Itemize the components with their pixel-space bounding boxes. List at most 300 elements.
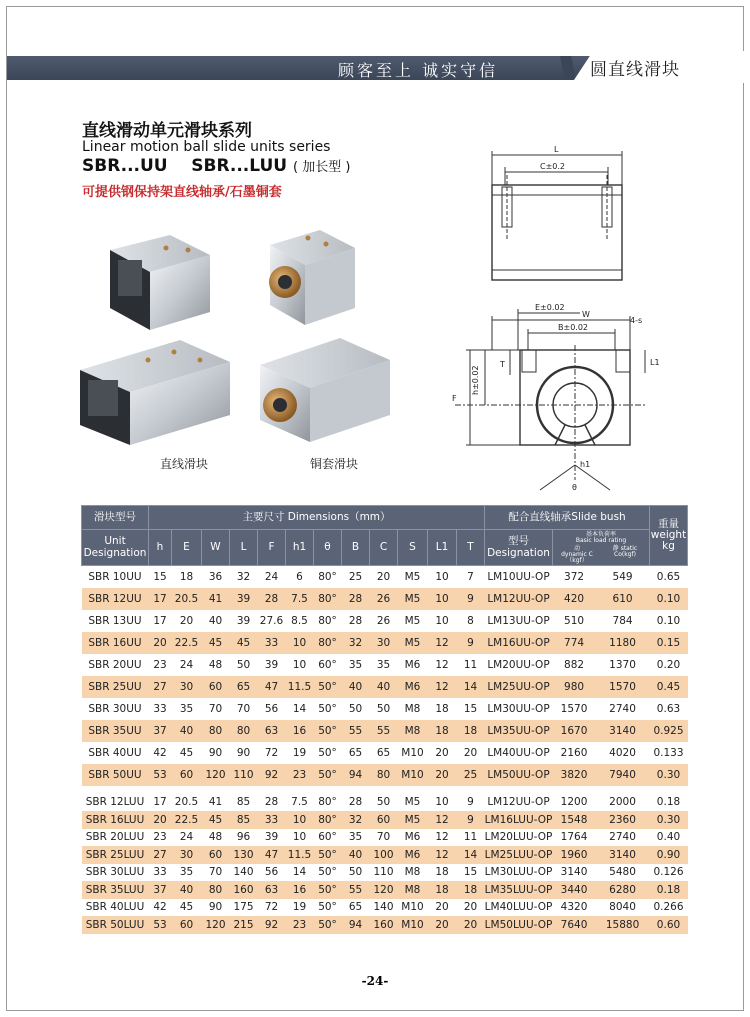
table-cell: 39 bbox=[264, 831, 279, 844]
table-cell: 45 bbox=[179, 746, 194, 759]
table-cell: 120 bbox=[202, 916, 230, 934]
table-cell: 7.5 bbox=[286, 588, 314, 610]
dim-theta: θ bbox=[572, 483, 577, 492]
table-cell: 16 bbox=[286, 720, 314, 742]
table-cell: 7640 bbox=[553, 916, 596, 934]
th-bush-model-en: Designation bbox=[487, 546, 550, 559]
table-cell: 175 bbox=[233, 901, 254, 914]
table-cell: 0.45 bbox=[650, 676, 688, 698]
model-b: SBR...LUU bbox=[191, 156, 288, 176]
table-cell: 90 bbox=[208, 901, 223, 914]
table-cell: 55 bbox=[370, 720, 398, 742]
table-cell: SBR 30UU bbox=[88, 702, 142, 715]
table-cell: 20 bbox=[435, 901, 449, 914]
table-cell: 20 bbox=[428, 764, 457, 786]
table-cell: LM16LUU-OP bbox=[485, 811, 553, 829]
table-cell: 12 bbox=[435, 831, 449, 844]
table-cell: 53 bbox=[149, 916, 172, 934]
table-cell: 70 bbox=[236, 702, 251, 715]
table-cell: 1960 bbox=[553, 846, 596, 864]
table-cell: 110 bbox=[230, 764, 258, 786]
table-cell: 2740 bbox=[609, 831, 636, 844]
table-cell: 33 bbox=[258, 811, 286, 829]
table-row bbox=[82, 610, 688, 632]
table-cell: LM12UU-OP bbox=[485, 588, 553, 610]
table-cell: 33 bbox=[153, 866, 167, 879]
table-cell: M8 bbox=[398, 720, 428, 742]
table-cell: 96 bbox=[236, 831, 251, 844]
table-cell: 56 bbox=[264, 866, 279, 879]
table-cell: 0.60 bbox=[650, 916, 688, 934]
top-view bbox=[492, 145, 622, 280]
table-cell: 784 bbox=[612, 614, 633, 627]
table-cell: 1570 bbox=[560, 702, 588, 715]
table-cell: 10 bbox=[286, 632, 314, 654]
table-cell: LM40UU-OP bbox=[487, 746, 550, 759]
table-cell: 45 bbox=[230, 632, 258, 654]
table-row bbox=[82, 846, 688, 864]
table-cell: M10 bbox=[401, 746, 424, 759]
table-row bbox=[82, 632, 688, 654]
table-cell: 2160 bbox=[560, 746, 588, 759]
table-cell: 72 bbox=[264, 746, 279, 759]
table-cell: 70 bbox=[208, 702, 223, 715]
table-cell: 0.65 bbox=[656, 570, 681, 583]
table-cell: 12 bbox=[435, 658, 449, 671]
dim-W: W bbox=[582, 310, 590, 319]
table-cell: 60 bbox=[172, 764, 202, 786]
dim-F: F bbox=[452, 394, 457, 403]
table-row bbox=[82, 829, 688, 847]
table-cell: 50 bbox=[376, 796, 391, 809]
table-cell: 120 bbox=[202, 764, 230, 786]
table-cell: 0.10 bbox=[656, 614, 681, 627]
table-cell: 20.5 bbox=[174, 796, 199, 809]
table-cell: 3820 bbox=[553, 764, 596, 786]
table-cell: 10 bbox=[292, 658, 307, 671]
th-col-W: W bbox=[202, 530, 230, 566]
table-cell: 0.30 bbox=[650, 764, 688, 786]
table-cell: M10 bbox=[401, 901, 424, 914]
table-cell: 2360 bbox=[596, 811, 650, 829]
table-cell: 41 bbox=[208, 796, 223, 809]
table-cell: 17 bbox=[153, 796, 167, 809]
header-motto: 顾客至上 诚实守信 bbox=[338, 61, 499, 80]
table-cell: 80 bbox=[370, 764, 398, 786]
table-cell: 63 bbox=[258, 720, 286, 742]
th-model-en bbox=[82, 530, 149, 566]
table-cell: 18 bbox=[457, 720, 485, 742]
table-cell: 24 bbox=[264, 570, 279, 583]
table-cell: 50° bbox=[314, 764, 342, 786]
table-cell: 65 bbox=[348, 746, 363, 759]
table-cell: 9 bbox=[457, 632, 485, 654]
table-cell: 37 bbox=[149, 720, 172, 742]
table-cell: 18 bbox=[428, 720, 457, 742]
table-cell: 3140 bbox=[596, 720, 650, 742]
dim-h: h±0.02 bbox=[471, 365, 480, 395]
table-row bbox=[82, 916, 688, 934]
table-cell: LM50LUU-OP bbox=[485, 916, 553, 934]
table-cell: 10 bbox=[428, 588, 457, 610]
table-cell: 15 bbox=[463, 702, 478, 715]
th-col-T: T bbox=[457, 530, 485, 566]
table-cell: M5 bbox=[398, 811, 428, 829]
table-cell: 1670 bbox=[553, 720, 596, 742]
table-cell: 80° bbox=[314, 588, 342, 610]
th-static: 静 static Co(kgf) bbox=[612, 544, 638, 558]
table-cell: 30 bbox=[370, 632, 398, 654]
table-cell: SBR 10UU bbox=[88, 570, 142, 583]
table-cell: 5480 bbox=[609, 866, 636, 879]
table-cell: 14 bbox=[292, 702, 307, 715]
table-cell: 7 bbox=[467, 570, 474, 583]
table-cell: 42 bbox=[153, 746, 167, 759]
table-cell: 80 bbox=[230, 720, 258, 742]
table-cell: SBR 13UU bbox=[88, 614, 142, 627]
table-cell: 28 bbox=[342, 588, 370, 610]
table-cell: 60 bbox=[370, 811, 398, 829]
table-row bbox=[82, 864, 688, 882]
header-category: 圆直线滑块 bbox=[590, 60, 680, 80]
table-cell: 0.30 bbox=[650, 811, 688, 829]
table-cell: M10 bbox=[398, 916, 428, 934]
table-cell: SBR 50LUU bbox=[82, 916, 149, 934]
table-cell: 17 bbox=[153, 614, 167, 627]
table-cell: 19 bbox=[292, 746, 307, 759]
table-cell: 9 bbox=[457, 588, 485, 610]
table-cell: SBR 12UU bbox=[82, 588, 149, 610]
table-cell: 32 bbox=[342, 811, 370, 829]
table-cell: M6 bbox=[398, 846, 428, 864]
table-cell: 20.5 bbox=[172, 588, 202, 610]
table-cell: 80° bbox=[318, 570, 337, 583]
th-bush-model bbox=[485, 530, 553, 566]
table-cell: 28 bbox=[264, 796, 279, 809]
table-cell: 35 bbox=[376, 658, 391, 671]
table-cell: 20 bbox=[457, 916, 485, 934]
dim-L1: L1 bbox=[650, 358, 660, 367]
table-cell: 92 bbox=[258, 916, 286, 934]
table-cell: M5 bbox=[404, 796, 421, 809]
table-cell: SBR 50UU bbox=[82, 764, 149, 786]
table-cell: 56 bbox=[264, 702, 279, 715]
photo-label-left: 直线滑块 bbox=[160, 457, 209, 471]
table-cell: 20 bbox=[376, 570, 391, 583]
table-cell: 140 bbox=[233, 866, 254, 879]
table-cell: 980 bbox=[553, 676, 596, 698]
table-cell: M8 bbox=[398, 881, 428, 899]
table-cell: 27 bbox=[149, 676, 172, 698]
table-cell: 14 bbox=[457, 676, 485, 698]
table-cell: 20 bbox=[463, 746, 478, 759]
table-cell: 55 bbox=[342, 881, 370, 899]
table-cell: 130 bbox=[230, 846, 258, 864]
table-cell: 14 bbox=[457, 846, 485, 864]
table-row bbox=[82, 742, 688, 764]
th-dynamic: 动 dynamic C（kgf） bbox=[561, 544, 593, 564]
table-cell: 80 bbox=[202, 881, 230, 899]
table-row bbox=[82, 566, 688, 588]
table-cell: 72 bbox=[264, 901, 279, 914]
table-cell: 6280 bbox=[596, 881, 650, 899]
table-cell: 28 bbox=[348, 614, 363, 627]
dim-T: T bbox=[500, 360, 505, 369]
table-cell: 20 bbox=[179, 614, 194, 627]
table-cell: LM30LUU-OP bbox=[484, 866, 553, 879]
table-cell: 65 bbox=[348, 901, 363, 914]
table-cell: SBR 20UU bbox=[88, 658, 142, 671]
table-cell: 39 bbox=[230, 588, 258, 610]
table-cell: 28 bbox=[348, 796, 363, 809]
table-cell: SBR 25UU bbox=[82, 676, 149, 698]
table-cell: LM30UU-OP bbox=[487, 702, 550, 715]
table-cell: 80 bbox=[202, 720, 230, 742]
th-slide-bush: 配合直线轴承Slide bush bbox=[485, 506, 650, 530]
table-cell: SBR 20LUU bbox=[85, 831, 145, 844]
dim-S: 4-s bbox=[630, 316, 643, 325]
th-model-en2: Designation bbox=[83, 546, 147, 559]
table-cell: SBR 16UU bbox=[82, 632, 149, 654]
table-cell: LM13UU-OP bbox=[487, 614, 550, 627]
table-cell: 94 bbox=[342, 764, 370, 786]
model-suffix: ( 加长型 ) bbox=[293, 160, 351, 175]
table-cell: 63 bbox=[258, 881, 286, 899]
table-cell: 0.90 bbox=[650, 846, 688, 864]
table-cell: 20 bbox=[435, 746, 449, 759]
table-cell: 4320 bbox=[560, 901, 588, 914]
table-cell: 774 bbox=[553, 632, 596, 654]
table-cell: 26 bbox=[376, 614, 391, 627]
table-cell: 28 bbox=[258, 588, 286, 610]
table-cell: 45 bbox=[202, 632, 230, 654]
table-cell: 2000 bbox=[609, 796, 636, 809]
table-cell: 26 bbox=[370, 588, 398, 610]
table-cell: 50 bbox=[348, 702, 363, 715]
table-cell: LM50UU-OP bbox=[485, 764, 553, 786]
th-weight-cn: 重量 bbox=[658, 517, 679, 530]
table-cell: SBR 25LUU bbox=[82, 846, 149, 864]
table-cell: M6 bbox=[404, 658, 421, 671]
table-cell: 24 bbox=[179, 658, 194, 671]
table-cell: 23 bbox=[286, 764, 314, 786]
table-row bbox=[82, 676, 688, 698]
table-cell: LM35LUU-OP bbox=[485, 881, 553, 899]
table-cell: 65 bbox=[230, 676, 258, 698]
table-cell: LM35UU-OP bbox=[485, 720, 553, 742]
th-load-cn: 基本负荷率 bbox=[585, 530, 616, 538]
table-cell: 55 bbox=[342, 720, 370, 742]
table-cell: 35 bbox=[179, 702, 194, 715]
table-row bbox=[82, 764, 688, 786]
dim-h1: h1 bbox=[580, 460, 591, 469]
dim-L: L bbox=[554, 145, 559, 154]
table-cell: 50° bbox=[318, 866, 337, 879]
table-row bbox=[82, 720, 688, 742]
table-cell: 3140 bbox=[596, 846, 650, 864]
table-cell: 9 bbox=[467, 796, 474, 809]
table-cell: LM25UU-OP bbox=[485, 676, 553, 698]
table-cell: 2740 bbox=[609, 702, 636, 715]
table-cell: 0.18 bbox=[650, 881, 688, 899]
table-cell: 18 bbox=[179, 570, 194, 583]
table-cell: 23 bbox=[286, 916, 314, 934]
table-cell: 80° bbox=[314, 632, 342, 654]
th-col-F: F bbox=[258, 530, 286, 566]
table-cell: 30 bbox=[172, 676, 202, 698]
table-cell: 0.20 bbox=[656, 658, 681, 671]
table-cell: 4020 bbox=[609, 746, 636, 759]
table-row bbox=[82, 881, 688, 899]
spec-table bbox=[81, 505, 688, 934]
table-cell: 10 bbox=[435, 570, 449, 583]
table-cell: 48 bbox=[208, 658, 223, 671]
dim-C: C±0.2 bbox=[540, 162, 566, 171]
table-cell: 18 bbox=[428, 881, 457, 899]
th-col-h1: h1 bbox=[286, 530, 314, 566]
table-cell: 0.133 bbox=[653, 746, 684, 759]
table-cell: 80° bbox=[314, 811, 342, 829]
table-cell: 882 bbox=[564, 658, 585, 671]
table-cell: 12 bbox=[428, 811, 457, 829]
table-cell: 36 bbox=[208, 570, 223, 583]
table-cell: 35 bbox=[179, 866, 194, 879]
table-cell: 0.925 bbox=[650, 720, 688, 742]
table-cell: 80° bbox=[318, 796, 337, 809]
table-cell: 160 bbox=[370, 916, 398, 934]
table-cell: 53 bbox=[149, 764, 172, 786]
table-cell: 1764 bbox=[560, 831, 588, 844]
table-cell: 0.40 bbox=[656, 831, 681, 844]
table-cell: 33 bbox=[153, 702, 167, 715]
table-cell: SBR 30LUU bbox=[85, 866, 145, 879]
dim-E: E±0.02 bbox=[535, 303, 565, 312]
table-cell: 18 bbox=[435, 702, 449, 715]
table-cell: SBR 16LUU bbox=[82, 811, 149, 829]
table-cell: 610 bbox=[596, 588, 650, 610]
th-weight-en1: weight bbox=[650, 528, 687, 541]
table-cell: 3140 bbox=[560, 866, 588, 879]
th-model-cn: 滑块型号 bbox=[82, 506, 149, 530]
th-col-L1: L1 bbox=[428, 530, 457, 566]
table-cell: 60° bbox=[318, 831, 337, 844]
table-cell: LM40LUU-OP bbox=[484, 901, 553, 914]
table-cell: 50° bbox=[314, 916, 342, 934]
table-cell: 39 bbox=[236, 614, 251, 627]
table-cell: 60 bbox=[172, 916, 202, 934]
table-cell: SBR 12LUU bbox=[85, 796, 145, 809]
table-row bbox=[82, 794, 688, 812]
table-row bbox=[82, 698, 688, 720]
th-col-B: B bbox=[342, 530, 370, 566]
dim-B: B±0.02 bbox=[558, 323, 589, 332]
table-cell: 160 bbox=[230, 881, 258, 899]
table-cell: 15 bbox=[153, 570, 167, 583]
table-cell: 33 bbox=[258, 632, 286, 654]
table-cell: 50 bbox=[376, 702, 391, 715]
table-cell: 40 bbox=[172, 881, 202, 899]
table-cell: 140 bbox=[373, 901, 394, 914]
table-cell: 11 bbox=[463, 658, 478, 671]
section-gap-cell bbox=[82, 786, 688, 794]
table-cell: 40 bbox=[342, 846, 370, 864]
table-cell: 32 bbox=[236, 570, 251, 583]
table-cell: 85 bbox=[236, 796, 251, 809]
table-cell: 23 bbox=[153, 831, 167, 844]
table-cell: 22.5 bbox=[172, 632, 202, 654]
table-cell: 6 bbox=[296, 570, 303, 583]
table-row bbox=[82, 654, 688, 676]
table-cell: 120 bbox=[370, 881, 398, 899]
title-cn: 直线滑动单元滑块系列 bbox=[82, 121, 252, 141]
table-cell: SBR 40LUU bbox=[85, 901, 145, 914]
slide-unit-photo-2 bbox=[80, 340, 230, 445]
table-cell: LM25LUU-OP bbox=[485, 846, 553, 864]
table-cell: 14 bbox=[292, 866, 307, 879]
table-cell: 32 bbox=[342, 632, 370, 654]
table-cell: SBR 35UU bbox=[82, 720, 149, 742]
table-cell: 50° bbox=[318, 702, 337, 715]
table-cell: 80° bbox=[318, 614, 337, 627]
th-col-C: C bbox=[370, 530, 398, 566]
table-cell: 22.5 bbox=[172, 811, 202, 829]
table-cell: 0.10 bbox=[650, 588, 688, 610]
model-a: SBR...UU bbox=[82, 156, 168, 176]
table-cell: M8 bbox=[404, 702, 421, 715]
table-cell: M5 bbox=[404, 570, 421, 583]
table-row bbox=[82, 899, 688, 917]
table-cell: M5 bbox=[398, 588, 428, 610]
th-model-en1: Unit bbox=[104, 535, 126, 548]
th-col-L: L bbox=[230, 530, 258, 566]
table-cell: 40 bbox=[342, 676, 370, 698]
table-cell: 23 bbox=[153, 658, 167, 671]
table-cell: 20 bbox=[149, 632, 172, 654]
table-cell: 42 bbox=[153, 901, 167, 914]
table-cell: 50° bbox=[314, 846, 342, 864]
product-photos bbox=[70, 220, 400, 450]
table-cell: 50° bbox=[318, 901, 337, 914]
table-cell: 10 bbox=[286, 811, 314, 829]
table-cell: 19 bbox=[292, 901, 307, 914]
front-view bbox=[452, 303, 660, 492]
table-cell: LM20UU-OP bbox=[487, 658, 550, 671]
table-cell: 8 bbox=[467, 614, 474, 627]
table-cell: 215 bbox=[230, 916, 258, 934]
table-cell: 0.126 bbox=[653, 866, 684, 879]
table-cell: 50 bbox=[348, 866, 363, 879]
table-cell: 25 bbox=[348, 570, 363, 583]
table-cell: 92 bbox=[258, 764, 286, 786]
table-cell: 110 bbox=[373, 866, 394, 879]
table-cell: 11.5 bbox=[286, 846, 314, 864]
title-model bbox=[82, 156, 350, 176]
th-col-h: h bbox=[149, 530, 172, 566]
table-cell: 0.15 bbox=[650, 632, 688, 654]
th-col-S: S bbox=[398, 530, 428, 566]
th-dimensions: 主要尺寸 Dimensions（mm） bbox=[149, 506, 485, 530]
table-cell: 50° bbox=[318, 746, 337, 759]
table-cell: 10 bbox=[292, 831, 307, 844]
table-cell: 15880 bbox=[596, 916, 650, 934]
table-cell: 20 bbox=[463, 901, 478, 914]
table-cell: 8.5 bbox=[291, 614, 308, 627]
table-cell: LM12UU-OP bbox=[487, 796, 550, 809]
table-cell: 35 bbox=[348, 831, 363, 844]
table-row bbox=[82, 811, 688, 829]
th-weight bbox=[650, 506, 688, 566]
bronze-bush-photo-2 bbox=[260, 338, 390, 442]
